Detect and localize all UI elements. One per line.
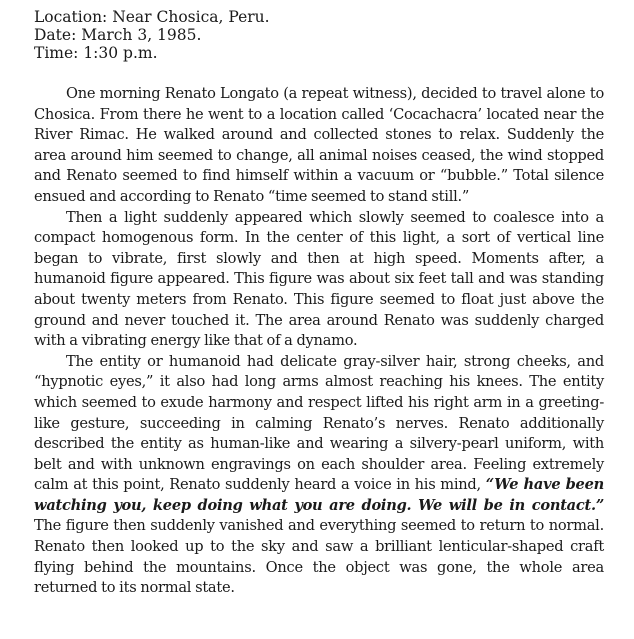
report-header [34, 8, 604, 62]
time-line: Time: 1:30 p.m. [34, 44, 158, 62]
paragraph-3-ending: The figure then suddenly vanished and everything seemed to return to normal. Renato then looked up to the sky and saw a brilliant lenticular-shaped craft flying behind the mountains. Once the object was gone, the whole area returned to its normal state. [34, 517, 604, 597]
entity-quote: “We have been watching you, keep doing what you are doing. We will be in contact.” [34, 476, 604, 514]
paragraph-3 [34, 352, 604, 599]
paragraph-3-intro: The entity or humanoid had delicate gray-silver hair, strong cheeks, and “hypnotic eyes,” it also had long arms almost reaching his knees. The entity which seemed to exude harmony and respect lifted his right arm in a greeting-like gesture, succeeding in calming Renato’s nerves. Renato additionally described the entity as human-like and wearing a silvery-pearl uniform, with belt and with unknown engravings on each shoulder area. Feeling extremely calm at this point, Renato suddenly heard a voice in his mind, [34, 352, 604, 494]
paragraph-1: One morning Renato Longato (a repeat witness), decided to travel alone to Chosica. From there he went to a location called ‘Cocachacra’ located near the River Rimac. He walked around and collected stones to relax. Suddenly the area around him seemed to change, all animal noises ceased, the wind stopped and Renato seemed to find himself within a vacuum or “bubble.” Total silence ensued and according to Renato “time seemed to stand still.” [34, 85, 604, 205]
report-body [34, 84, 604, 599]
paragraph-2: Then a light suddenly appeared which slowly seemed to coalesce into a compact homogenous form. In the center of this light, a sort of vertical line began to vibrate, first slowly and then at high speed. Moments after, a humanoid figure appeared. This figure was about six feet tall and was standing about twenty meters from Renato. This figure seemed to float just above the ground and never touched it. The area around Renato was suddenly charged with a vibrating energy like that of a dynamo. [34, 208, 604, 350]
date-line: Date: March 3, 1985. [34, 26, 202, 44]
location-line: Location: Near Chosica, Peru. [34, 8, 270, 26]
